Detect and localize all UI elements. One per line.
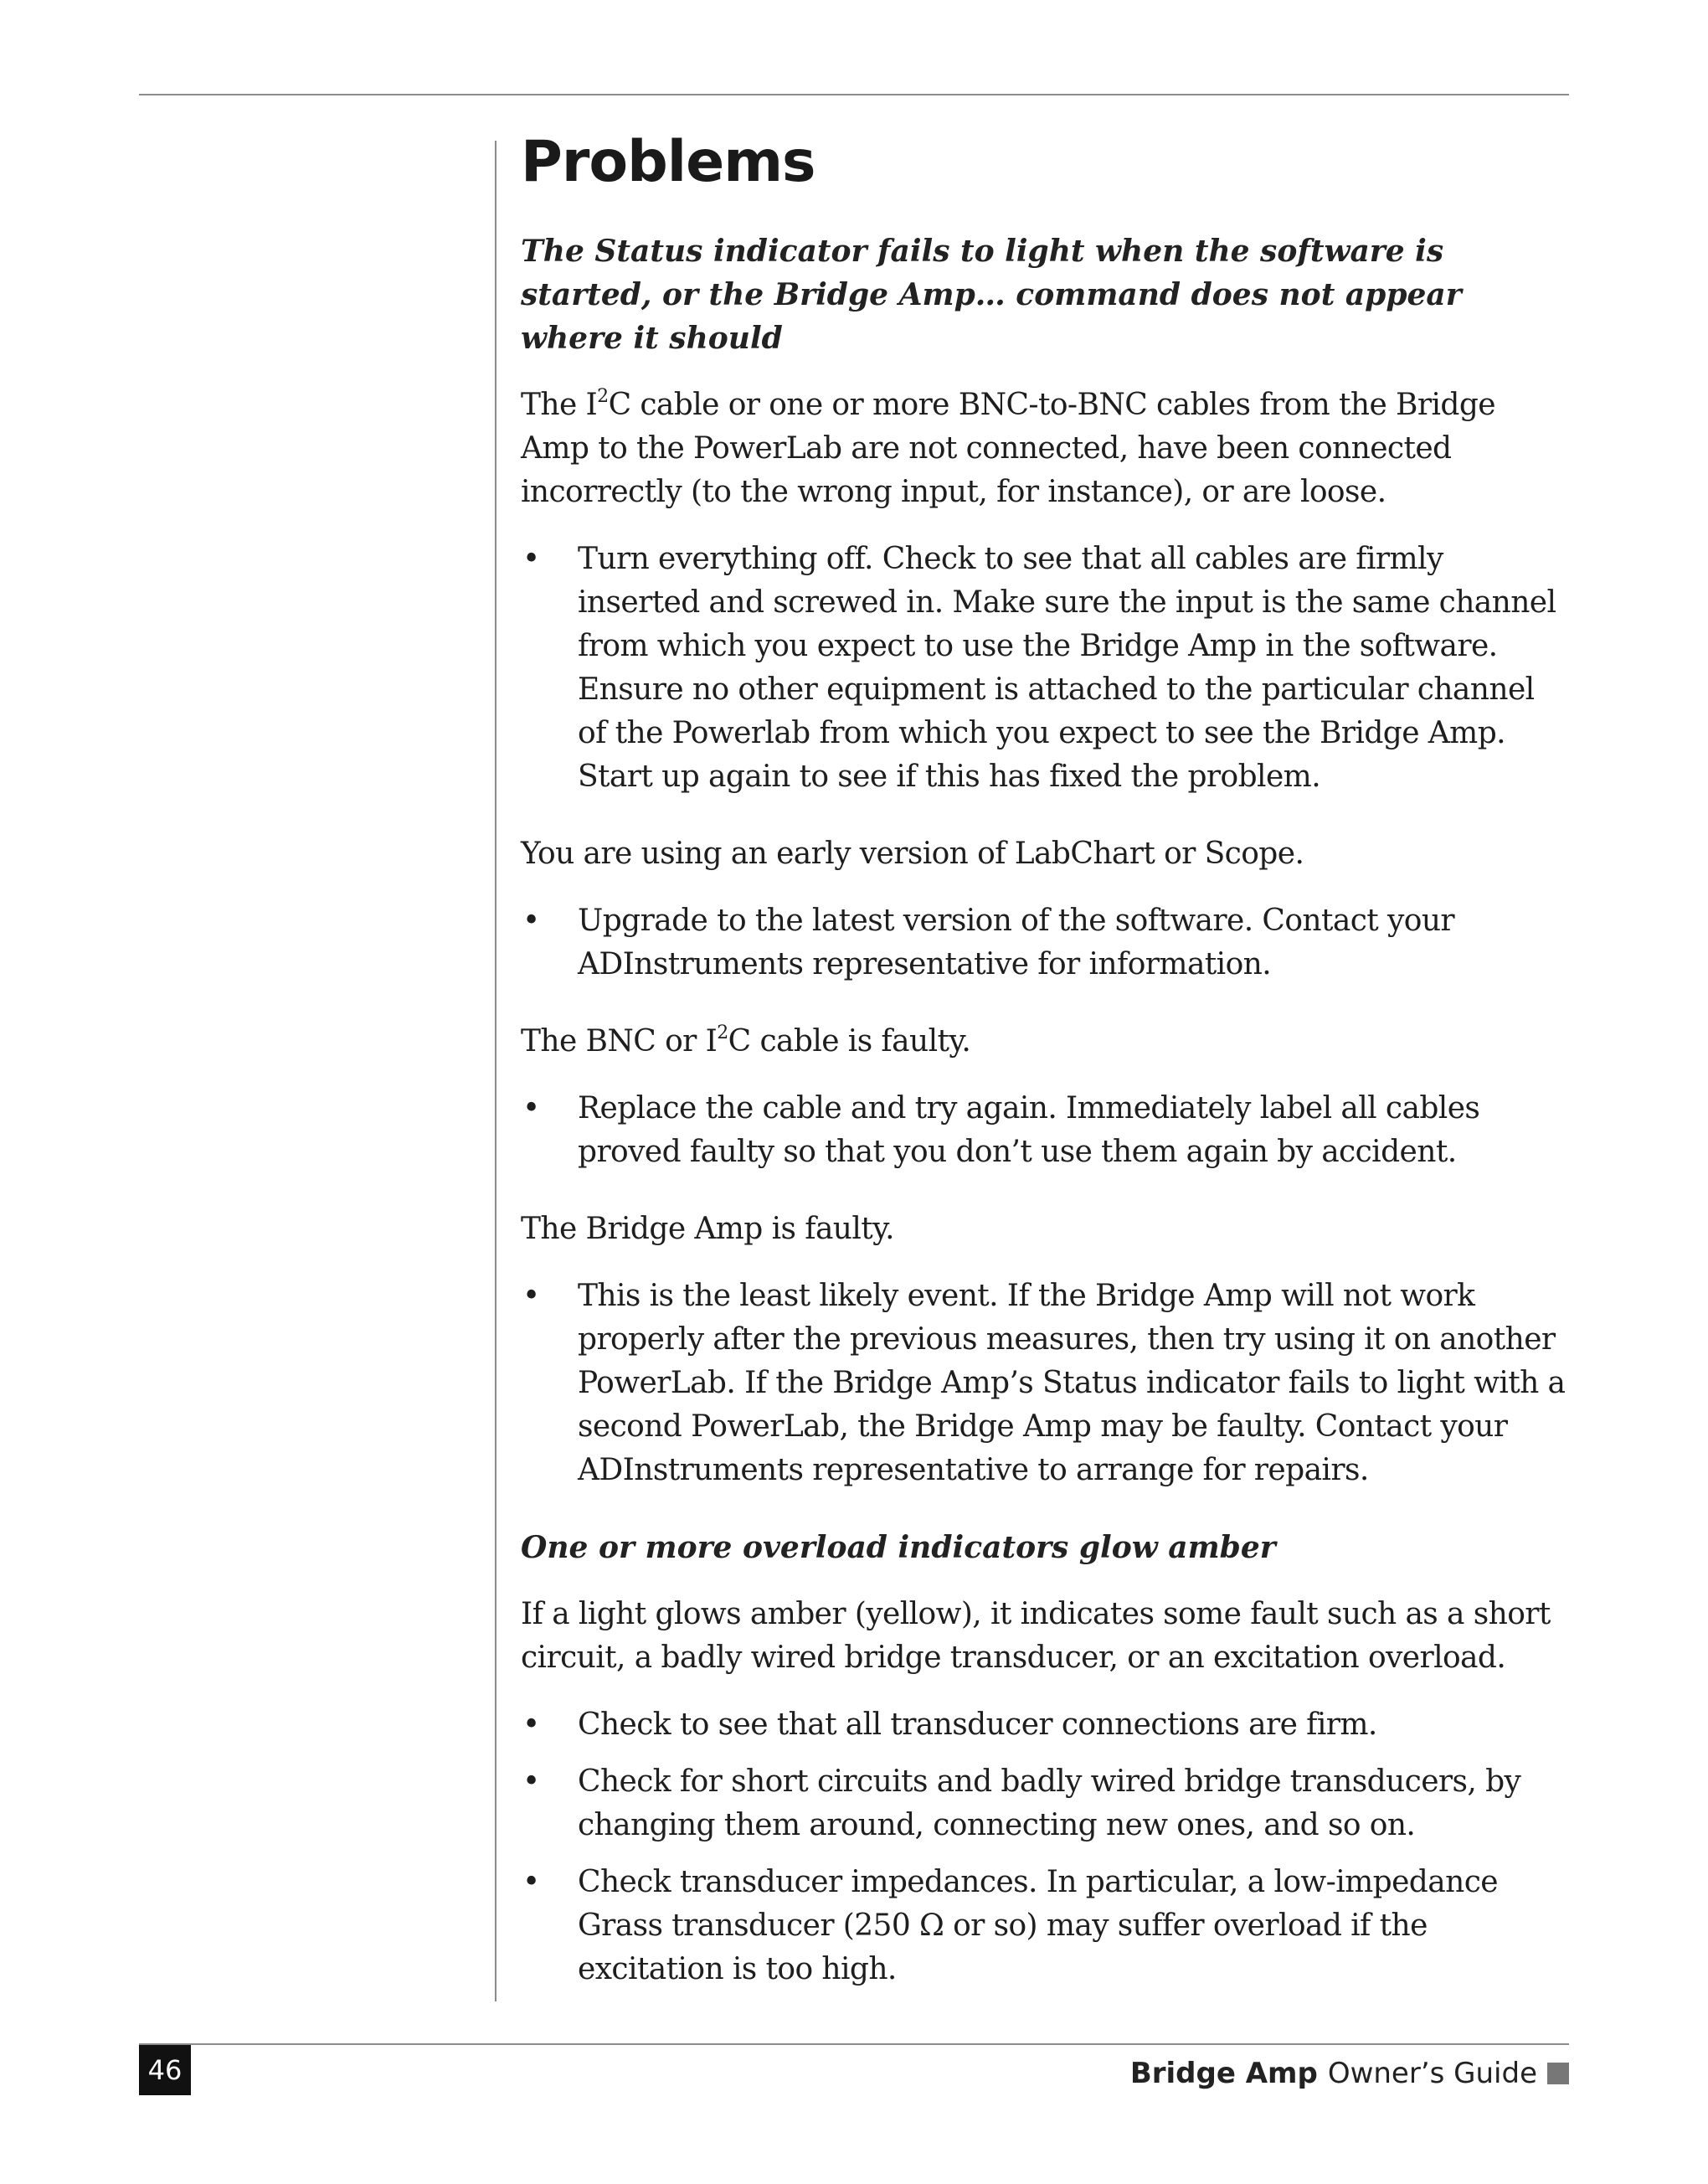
remedy-item: • Check for short circuits and badly wired bridge transducers, by changing them around, connecting new ones, and so on. <box>521 1760 1569 1847</box>
problem-heading: One or more overload indicators glow amber <box>521 1530 1276 1565</box>
footer-product-name: Bridge Amp <box>1129 2057 1318 2090</box>
remedy-list <box>521 538 1569 799</box>
bullet-icon: • <box>522 1279 540 1313</box>
cause-paragraph: If a light glows amber (yellow), it indicates some fault such as a short circuit, a badly wired bridge transducer, or an excitation overload. <box>521 1597 1551 1675</box>
bullet-icon: • <box>522 542 540 576</box>
remedy-item: • Turn everything off. Check to see that all cables are firmly inserted and screwed in. Make sure the input is the same channel from which you expect to use the Bridge Amp in the software. Ensure no other equipment is attached to the particular channel of the Powerlab from which you expect to see the Bridge Amp. Start up again to see if this has fixed the problem. <box>521 538 1569 799</box>
top-rule <box>139 94 1569 95</box>
bullet-icon: • <box>522 1865 540 1899</box>
remedy-item: • This is the least likely event. If the Bridge Amp will not work properly after the previous measures, then try using it on another PowerLab. If the Bridge Amp’s Status indicator fails to light with a second PowerLab, the Bridge Amp may be faulty. Contact your ADInstruments representative to arrange for repairs. <box>521 1275 1569 1492</box>
page-title: Problems <box>521 129 815 195</box>
bullet-icon: • <box>522 1708 540 1742</box>
bullet-icon: • <box>522 1764 540 1799</box>
page-number: 46 <box>139 2045 191 2095</box>
problem-heading: The Status indicator fails to light when the software is started, or the Bridge Amp… command does not appear where it should <box>521 234 1462 356</box>
remedy-list <box>521 1275 1569 1492</box>
footer-square-icon <box>1547 2063 1569 2084</box>
problem-section <box>521 1526 1569 1991</box>
remedy-list <box>521 1087 1569 1174</box>
page-content <box>521 126 1569 2025</box>
bullet-icon: • <box>522 904 540 938</box>
remedy-item: • Check to see that all transducer connections are firm. <box>521 1703 1569 1747</box>
cause-paragraph: The BNC or $I^2C$ cable is faulty. <box>521 1022 971 1059</box>
cause-paragraph: You are using an early version of LabChart or Scope. <box>521 837 1304 871</box>
bottom-rule <box>139 2043 1569 2045</box>
cause-paragraph: The Bridge Amp is faulty. <box>521 1212 894 1246</box>
remedy-list <box>521 1703 1569 1991</box>
problem-section <box>521 229 1569 1492</box>
remedy-item: • Replace the cable and try again. Immediately label all cables proved faulty so that you don’t use them again by accident. <box>521 1087 1569 1174</box>
remedy-item: • Check transducer impedances. In particular, a low-impedance Grass transducer (250 Ω or so) may suffer overload if the excitation is too high. <box>521 1861 1569 1991</box>
cause-paragraph: The $I^2C$ cable or one or more BNC-to-BNC cables from the Bridge Amp to the PowerLab are not connected, have been connected incorrectly (to the wrong input, for instance), or are loose. <box>521 386 1496 509</box>
footer-title <box>1130 2057 1569 2090</box>
bullet-icon: • <box>522 1091 540 1125</box>
remedy-list <box>521 899 1569 986</box>
footer-guide-label: Owner’s Guide <box>1327 2057 1537 2090</box>
margin-rule <box>495 141 496 2001</box>
remedy-item: • Upgrade to the latest version of the software. Contact your ADInstruments representative for information. <box>521 899 1569 986</box>
